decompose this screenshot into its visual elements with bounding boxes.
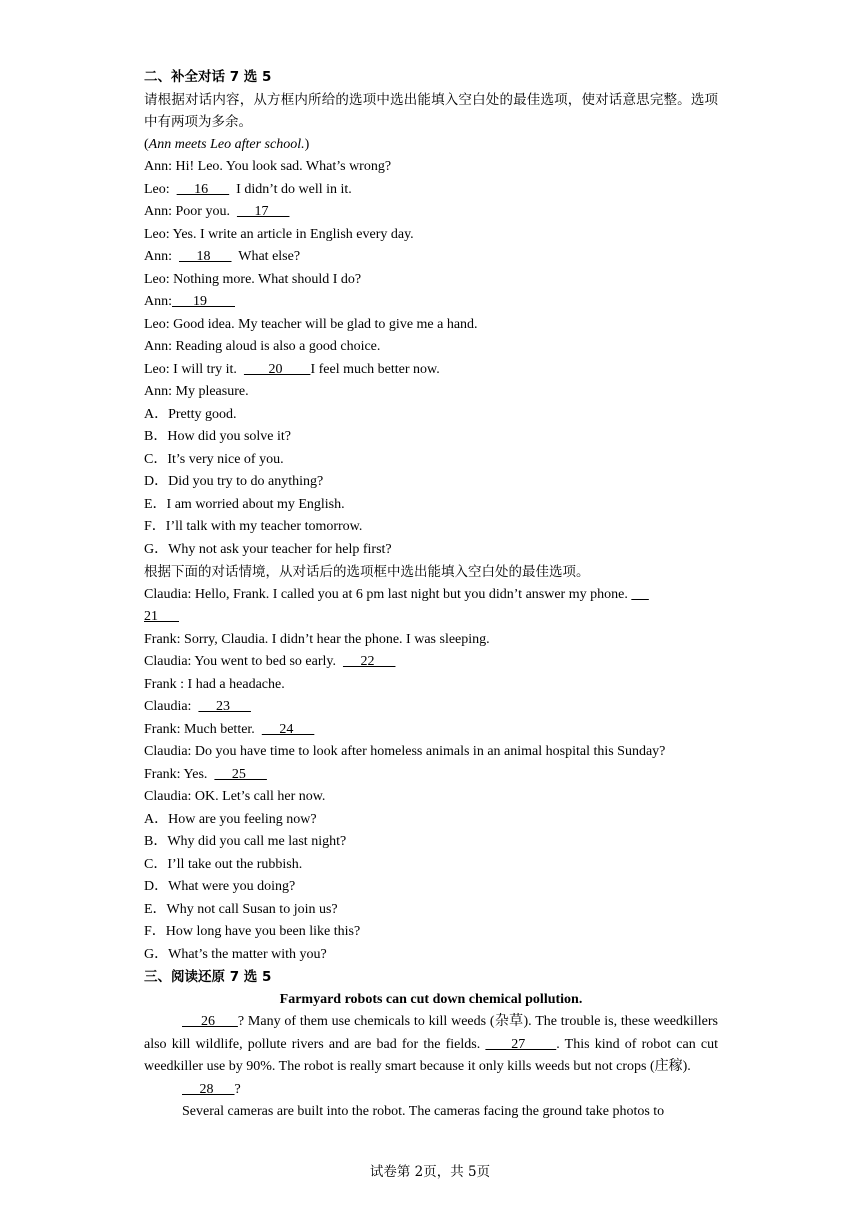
dialog-text: Claudia: OK. Let’s call her now. (144, 789, 326, 804)
option-item: B．Why did you call me last night? (144, 834, 347, 849)
dialog-text: Frank: Sorry, Claudia. I didn’t hear the phone. I was sleeping. (144, 631, 490, 647)
context-text: Ann meets Leo after school. (148, 136, 305, 152)
dialog-text: Leo: Nothing more. What should I do? (144, 271, 362, 287)
dialog-line (144, 336, 718, 359)
blank-28: 28 (182, 1081, 235, 1097)
dialog-line (144, 246, 718, 269)
dialog-line (144, 696, 718, 719)
dialog-text: Ann: Poor you. (144, 204, 237, 219)
dialog-line (144, 201, 718, 224)
option-item: B．How did you solve it? (144, 429, 291, 444)
dialog-text: Leo: Yes. I write an article in English every day. (144, 226, 414, 242)
part-instruction: 根据下面的对话情境，从对话后的选项框中选出能填入空白处的最佳选项。 (144, 564, 590, 580)
dialog-line (144, 224, 718, 247)
option-item: G．What’s the matter with you? (144, 946, 327, 962)
dialog-line (144, 584, 718, 607)
page-content (144, 66, 718, 1124)
options-block (144, 404, 718, 562)
dialog-text: Ann: Hi! Leo. You look sad. What’s wrong? (144, 159, 392, 174)
dialog-line (144, 291, 718, 314)
dialog-text: Leo: I will try it. (144, 361, 244, 377)
dialog-text: Frank: Much better. (144, 721, 262, 737)
answer-blank: 22 (342, 654, 396, 669)
answer-blank: 20 (243, 361, 311, 377)
option-item: F．I’ll talk with my teacher tomorrow. (144, 519, 363, 534)
dialog-text: Leo: Good idea. My teacher will be glad to give me a hand. (144, 316, 478, 332)
section-instruction: 请根据对话内容，从方框内所给的选项中选出能填入空白处的最佳选项，使对话意思完整。选项中有两项为多余。 (144, 91, 718, 130)
dialog-line (144, 381, 718, 404)
dialog-line (144, 359, 718, 382)
option-item: A．Pretty good. (144, 406, 237, 422)
paragraph-text: ? Many of them use chemicals to kill weeds (杂草). The trouble is, these weedkillers also kill wildlife, pollute rivers and are bad for the fields. (144, 1014, 718, 1052)
dialog-text: Ann: Reading aloud is also a good choice. (144, 339, 381, 354)
dialog-text: I feel much better now. (310, 361, 440, 377)
blank-21-number: 21 (144, 609, 179, 624)
option-item: F．How long have you been like this? (144, 924, 361, 939)
dialog-line (144, 269, 718, 292)
dialog-line (144, 674, 718, 697)
answer-blank: 17 (236, 204, 290, 219)
dialog-line (144, 314, 718, 337)
blank-26: 26 (182, 1014, 238, 1029)
dialog-text: Ann: (144, 294, 172, 309)
paragraph-text: . This kind of robot can cut weedkiller use by 90%. The robot is really smart because it only kills weeds but not crops (庄稼). (144, 1036, 719, 1074)
section-heading: 二、补全对话 7 选 5 (144, 69, 272, 85)
dialog-text: Frank: Yes. (144, 766, 215, 782)
option-item: G．Why not ask your teacher for help first? (144, 541, 392, 557)
blank-21 (631, 587, 649, 602)
blank-27: 27 (485, 1036, 557, 1052)
dialog-block (144, 156, 718, 404)
dialog-text: Leo: (144, 181, 177, 197)
dialog-block (144, 629, 718, 809)
answer-blank: 23 (198, 699, 251, 714)
option-item: E．Why not call Susan to join us? (144, 901, 338, 917)
dialog-line (144, 786, 718, 809)
passage-paragraph (144, 1079, 718, 1102)
page-footer: 试卷第 2页，共 5页 (369, 1164, 491, 1180)
section-heading: 三、阅读还原 7 选 5 (144, 969, 272, 985)
dialog-context: (Ann meets Leo after school.) (144, 136, 310, 152)
dialog-line (144, 764, 718, 787)
dialog-text: Frank : I had a headache. (144, 676, 285, 692)
dialog-line (144, 629, 718, 652)
answer-blank: 16 (176, 181, 230, 197)
option-item: D．Did you try to do anything? (144, 474, 324, 489)
paragraph-text: ? (234, 1081, 241, 1097)
option-item: D．What were you doing? (144, 879, 296, 894)
answer-blank: 25 (214, 766, 267, 782)
answer-blank: 18 (179, 249, 232, 264)
options-block (144, 809, 718, 967)
passage-paragraph (144, 1011, 718, 1079)
dialog-text: Ann: (144, 249, 179, 264)
option-item: C．It’s very nice of you. (144, 451, 284, 467)
dialog-line (144, 606, 718, 629)
dialog-line (144, 741, 718, 764)
dialog-line (144, 651, 718, 674)
passage-title: Farmyard robots can cut down chemical pollution. (279, 991, 583, 1007)
dialog-text: I didn’t do well in it. (229, 181, 352, 197)
option-item: C．I’ll take out the rubbish. (144, 856, 303, 872)
dialog-text: Claudia: Hello, Frank. I called you at 6 pm last night but you didn’t answer my phone. (144, 586, 632, 602)
dialog-text: Ann: My pleasure. (144, 384, 249, 399)
answer-blank: 19 (172, 294, 235, 309)
passage-paragraph: Several cameras are built into the robot. The cameras facing the ground take photos to (182, 1104, 665, 1119)
dialog-line (144, 179, 718, 202)
dialog-text: Claudia: Do you have time to look after homeless animals in an animal hospital this Sunday? (144, 744, 666, 759)
answer-blank: 24 (261, 721, 315, 737)
dialog-text: What else? (231, 249, 301, 264)
dialog-line (144, 156, 718, 179)
option-item: E．I am worried about my English. (144, 496, 345, 512)
dialog-text: Claudia: You went to bed so early. (144, 654, 343, 669)
dialog-line (144, 719, 718, 742)
dialog-text: Claudia: (144, 699, 199, 714)
option-item: A．How are you feeling now? (144, 811, 317, 827)
